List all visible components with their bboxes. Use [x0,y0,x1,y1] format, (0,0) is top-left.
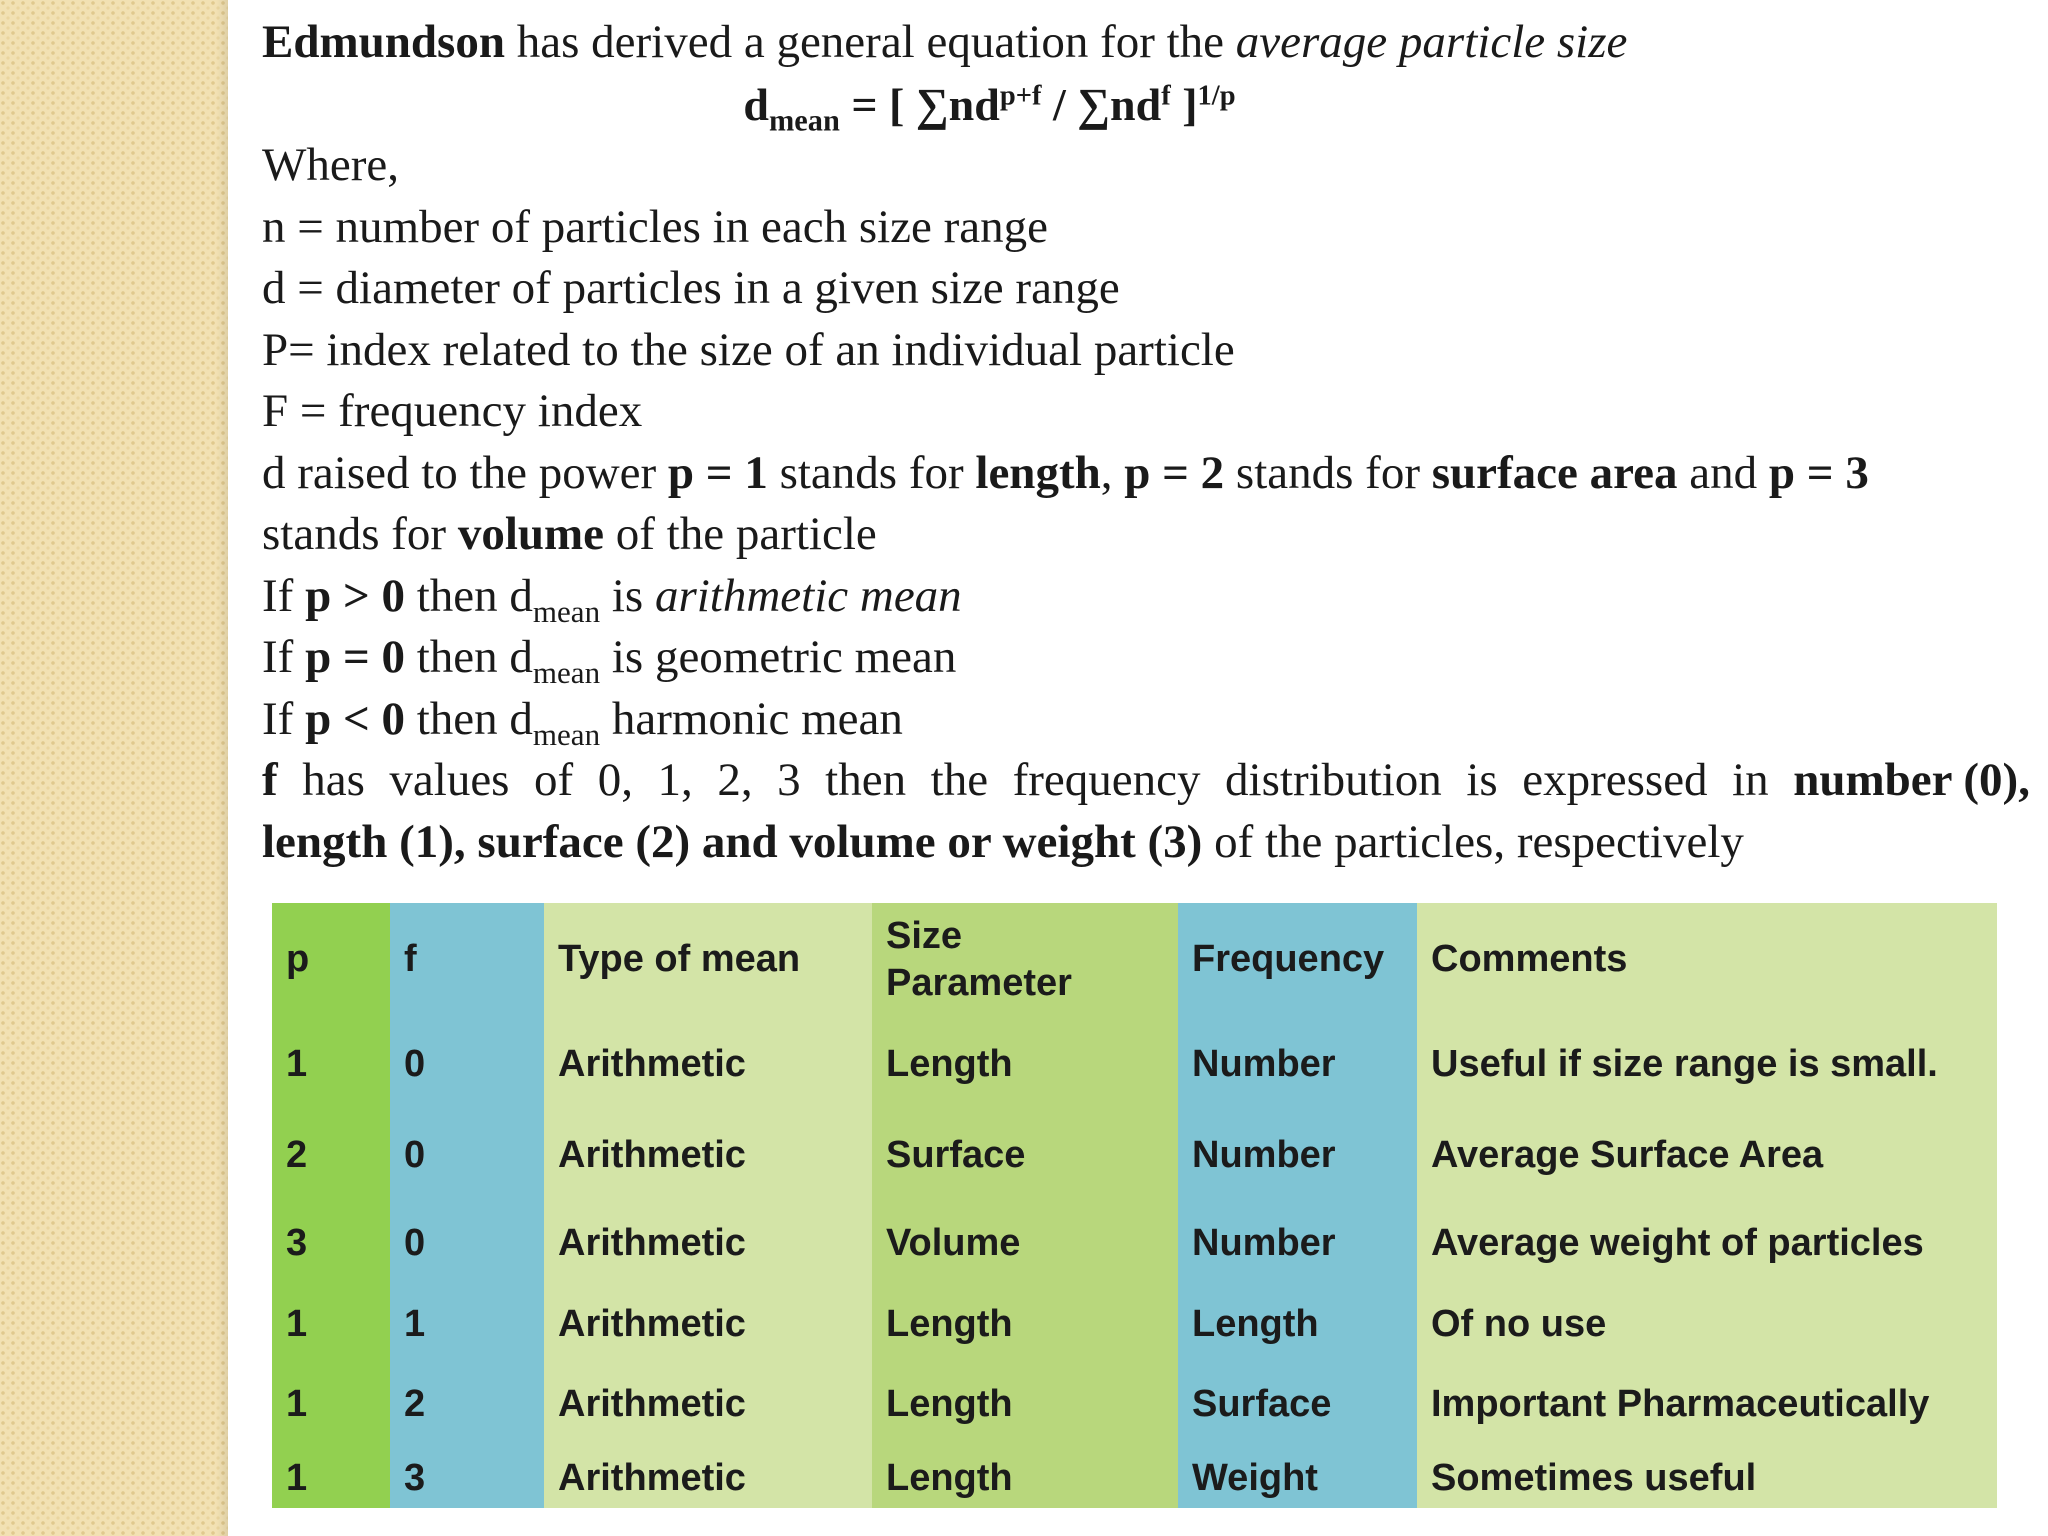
mean-formula: $d_{mean}$ = [ $\sum nd^{p+f} / \sum nd^f$ ]$^{1/p}$ [743,78,1236,138]
cell-comment: Important Pharmaceutically [1417,1360,1997,1448]
cell-size: Length [872,1448,1178,1508]
cell-p: 1 [272,1288,390,1360]
intro-text: has derived a general equation for the [505,16,1236,68]
cell-p: 3 [272,1198,390,1288]
intro-emphasis: average particle size [1235,16,1628,68]
definition-d: d = diameter of particles in a given size range [262,262,1120,314]
cell-comment: Useful if size range is small. [1417,1016,1997,1112]
cell-type: Arithmetic [544,1112,872,1198]
cell-f: 0 [390,1112,544,1198]
condition-negative: If p < 0 then $d_{mean}$ harmonic mean [262,692,903,752]
table-header-row [272,903,1997,1016]
cell-size: Length [872,1288,1178,1360]
cell-p: 1 [272,1016,390,1112]
header-p: p [272,903,390,1016]
definition-f: F = frequency index [262,385,643,437]
cell-p: 2 [272,1112,390,1198]
cell-p: 1 [272,1448,390,1508]
cell-type: Arithmetic [544,1360,872,1448]
author-name: Edmundson [262,16,505,68]
power-line-2: stands for volume of the particle [262,508,877,560]
table-row [272,1360,1997,1448]
intro-line [262,12,2042,74]
cell-frequency: Surface [1178,1360,1417,1448]
cell-f: 2 [390,1360,544,1448]
condition-positive: If p > 0 then $d_{mean}$ is arithmetic mean [262,569,962,629]
slide-text [262,12,2042,873]
table-row [272,1288,1997,1360]
cell-f: 0 [390,1016,544,1112]
cell-f: 3 [390,1448,544,1508]
table-row [272,1198,1997,1288]
condition-zero: If p = 0 then $d_{mean}$ is geometric mean [262,631,957,690]
f-statement-line-2: length (1), surface (2) and volume or weight (3) of the particles, respectively [262,815,1744,868]
cell-size: Length [872,1360,1178,1448]
definition-p: P= index related to the size of an individual particle [262,323,1235,376]
power-line-1: d raised to the power p = 1 stands for length, p = 2 stands for surface area and p = 3 [262,446,1869,499]
table-row [272,1016,1997,1112]
cell-size: Length [872,1016,1178,1112]
header-frequency: Frequency [1178,903,1417,1016]
definition-n: n = number of particles in each size range [262,200,1049,253]
cell-comment: Average weight of particles [1417,1198,1997,1288]
cell-p: 1 [272,1360,390,1448]
cell-frequency: Weight [1178,1448,1417,1508]
cell-size: Volume [872,1198,1178,1288]
cell-frequency: Number [1178,1016,1417,1112]
cell-comment: Sometimes useful [1417,1448,1997,1508]
header-comments: Comments [1417,903,1997,1016]
cell-type: Arithmetic [544,1448,872,1508]
cell-comment: Of no use [1417,1288,1997,1360]
decorative-side-strip [0,0,228,1536]
header-type-of-mean: Type of mean [544,903,872,1016]
mean-types-table [272,903,1997,1508]
table-row [272,1112,1997,1198]
cell-frequency: Number [1178,1198,1417,1288]
cell-type: Arithmetic [544,1016,872,1112]
f-statement-line-1: f has values of 0, 1, 2, 3 then the frequency distribution is expressed in number (0), [262,754,2030,806]
table-row [272,1448,1997,1508]
cell-size: Surface [872,1112,1178,1198]
cell-type: Arithmetic [544,1198,872,1288]
cell-f: 0 [390,1198,544,1288]
header-size-parameter: Size Parameter [872,903,1178,1016]
cell-f: 1 [390,1288,544,1360]
cell-comment: Average Surface Area [1417,1112,1997,1198]
header-f: f [390,903,544,1016]
cell-frequency: Number [1178,1112,1417,1198]
cell-type: Arithmetic [544,1288,872,1360]
cell-frequency: Length [1178,1288,1417,1360]
where-label: Where, [262,139,399,191]
